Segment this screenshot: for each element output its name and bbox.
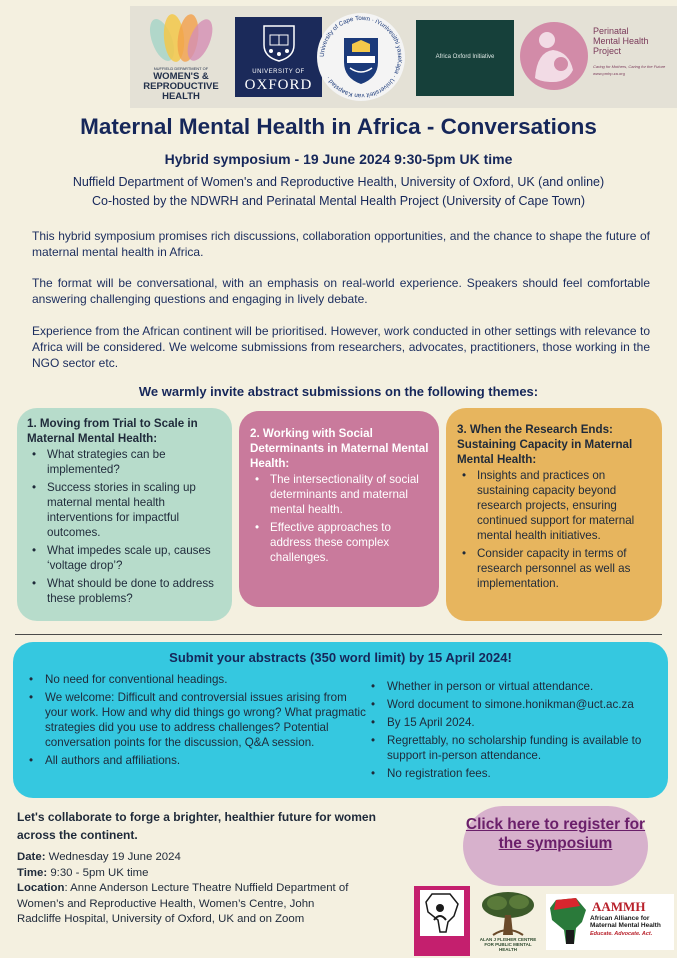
pmhp-logo xyxy=(517,16,672,98)
ndwrh-line3: REPRODUCTIVE xyxy=(143,81,219,92)
submission-heading: Submit your abstracts (350 word limit) by 15 April 2024! xyxy=(169,650,512,665)
theme-3-item: • Insights and practices on sustaining capacity beyond research projects, ensuring continued support for maternal mental health initiatives. xyxy=(457,468,656,543)
aammh-logo xyxy=(546,894,674,950)
ndwrh-petals-icon xyxy=(148,12,214,64)
oxford-crest-icon xyxy=(261,23,297,63)
theme-1-title: 1. Moving from Trial to Scale in Maternal Mental Health: xyxy=(27,417,198,445)
pmhp-line1: Perinatal xyxy=(593,26,629,36)
maternal-health-logo xyxy=(414,886,470,956)
theme-3-list xyxy=(457,468,656,591)
intro-paragraph-3: Experience from the African continent will be prioritised. However, work conducted in other settings with relevance to Africa will be considered. We welcome submissions from researchers, advocates, practitioners, those working in the NGO sector etc. xyxy=(32,324,650,370)
ndwrh-line1: NUFFIELD DEPARTMENT OF xyxy=(153,66,209,71)
pmhp-mother-icon xyxy=(517,16,591,96)
collaborate-tagline: Let's collaborate to forge a brighter, healthier future for women across the continent. xyxy=(17,810,376,842)
uct-logo xyxy=(316,12,406,102)
time-value: 9:30 - 5pm UK time xyxy=(47,866,149,879)
host-line-1: Nuffield Department of Women's and Reproductive Health, University of Oxford, UK (and online) xyxy=(72,175,605,189)
oxford-logo xyxy=(235,17,322,97)
uct-ring-text: University of Cape Town · iYunivesithi yaseKapa · Universiteit van Kaapstad · xyxy=(318,14,404,100)
pmhp-line2: Mental Health xyxy=(593,36,649,46)
location-row xyxy=(17,881,357,928)
theme-2-item: • The intersectionality of social determinants and maternal mental health. xyxy=(250,472,433,517)
theme-3-item: • Consider capacity in terms of research personnel as well as implementation. xyxy=(457,546,656,591)
register-link-button[interactable]: Click here to register for the symposium xyxy=(463,806,648,886)
theme-1-item: • Success stories in scaling up maternal mental health interventions for impactful outcomes. xyxy=(27,480,226,540)
aammh-full: African Alliance for Maternal Mental Health xyxy=(590,915,661,929)
section-divider xyxy=(15,634,662,635)
aammh-short: AAMMH xyxy=(592,899,646,914)
aammh-slogan: Educate. Advocate. Act. xyxy=(590,931,653,937)
date-value: Wednesday 19 June 2024 xyxy=(45,851,181,863)
theme-2-list xyxy=(250,472,433,565)
theme-card-1 xyxy=(17,408,232,621)
pmhp-line3: Project xyxy=(593,46,622,56)
submission-item: • No need for conventional headings. xyxy=(19,672,369,687)
aoi-name: Africa Oxford Initiative xyxy=(435,54,495,60)
theme-2-item: • Effective approaches to address these complex challenges. xyxy=(250,520,433,565)
tree-icon xyxy=(477,889,539,937)
aoi-logo xyxy=(416,20,514,96)
theme-card-3 xyxy=(446,408,662,621)
theme-card-2 xyxy=(239,411,439,607)
theme-3-title: 3. When the Research Ends: Sustaining Capacity in Maternal Mental Health: xyxy=(457,423,633,466)
ndwrh-line4: HEALTH xyxy=(162,91,200,102)
themes-heading: We warmly invite abstract submissions on the following themes: xyxy=(138,384,539,399)
uct-seal-icon xyxy=(316,12,406,102)
theme-1-item: • What should be done to address these problems? xyxy=(27,576,226,606)
theme-1-list xyxy=(27,447,226,606)
theme-1-item: • What impedes scale up, causes ‘voltage drop’? xyxy=(27,543,226,573)
pmhp-name xyxy=(593,26,673,56)
time-label: Time: xyxy=(17,866,48,879)
africa-map-icon xyxy=(420,890,464,936)
pmhp-tagline: Caring for Mothers, Caring for the Future xyxy=(593,64,666,69)
time-row xyxy=(17,866,357,882)
location-label: Location xyxy=(17,882,65,894)
ndwrh-name xyxy=(140,72,222,102)
oxford-line2: OXFORD xyxy=(244,77,313,93)
submission-item: • No registration fees. xyxy=(361,766,666,781)
submission-box xyxy=(13,642,668,798)
pmhp-url: www.pmhp.za.org xyxy=(593,71,625,76)
cpmh-name: ALAN J FLISHER CENTRE FOR PUBLIC MENTAL HEALTH xyxy=(479,937,537,952)
host-line-2: Co-hosted by the NDWRH and Perinatal Mental Health Project (University of Cape Town) xyxy=(91,194,586,208)
submission-item: • We welcome: Difficult and controversial issues arising from your work. How and why did things go wrong? What pragmatic strategies did you use to address challenges? Potential conversation points for the discussion, Q&A session. xyxy=(19,690,369,750)
event-subtitle: Hybrid symposium - 19 June 2024 9:30-5pm UK time xyxy=(164,151,513,167)
theme-1-item: • What strategies can be implemented? xyxy=(27,447,226,477)
submission-item: • Regrettably, no scholarship funding is available to support in-person attendance. xyxy=(361,733,666,763)
aammh-africa-icon xyxy=(546,894,590,950)
intro-paragraph-1: This hybrid symposium promises rich discussions, collaboration opportunities, and the chance to shape the future of maternal mental health in Africa. xyxy=(32,229,650,259)
ndwrh-line2: WOMEN'S & xyxy=(153,71,209,82)
submission-item: • By 15 April 2024. xyxy=(361,715,666,730)
cpmh-logo xyxy=(477,889,539,955)
theme-2-title: 2. Working with Social Determinants in Maternal Mental Health: xyxy=(250,427,429,470)
oxford-line1: UNIVERSITY OF xyxy=(252,69,305,75)
date-label: Date: xyxy=(17,851,46,863)
event-details xyxy=(17,850,357,928)
submission-item: • Whether in person or virtual attendance. xyxy=(361,679,666,694)
maternal-health-logo-caption xyxy=(417,940,467,944)
submission-item: • All authors and affiliations. xyxy=(19,753,369,768)
submission-list-left xyxy=(19,672,369,771)
date-row xyxy=(17,850,357,866)
page-title: Maternal Mental Health in Africa - Conversations xyxy=(80,114,597,139)
submission-item: • Word document to simone.honikman@uct.ac.za xyxy=(361,697,666,712)
submission-list-right xyxy=(361,679,666,784)
intro-paragraph-2: The format will be conversational, with an emphasis on real-world experience. Speakers should feel comfortable answering challenging questions and engaging in lively debate. xyxy=(32,276,650,306)
ndwrh-logo xyxy=(140,12,222,108)
location-value: : Anne Anderson Lecture Theatre Nuffield Department of Women’s and Reproductive Health, Women’s Centre, John Radcliffe Hospital, University of Oxford, UK and on Zoom xyxy=(17,882,349,925)
